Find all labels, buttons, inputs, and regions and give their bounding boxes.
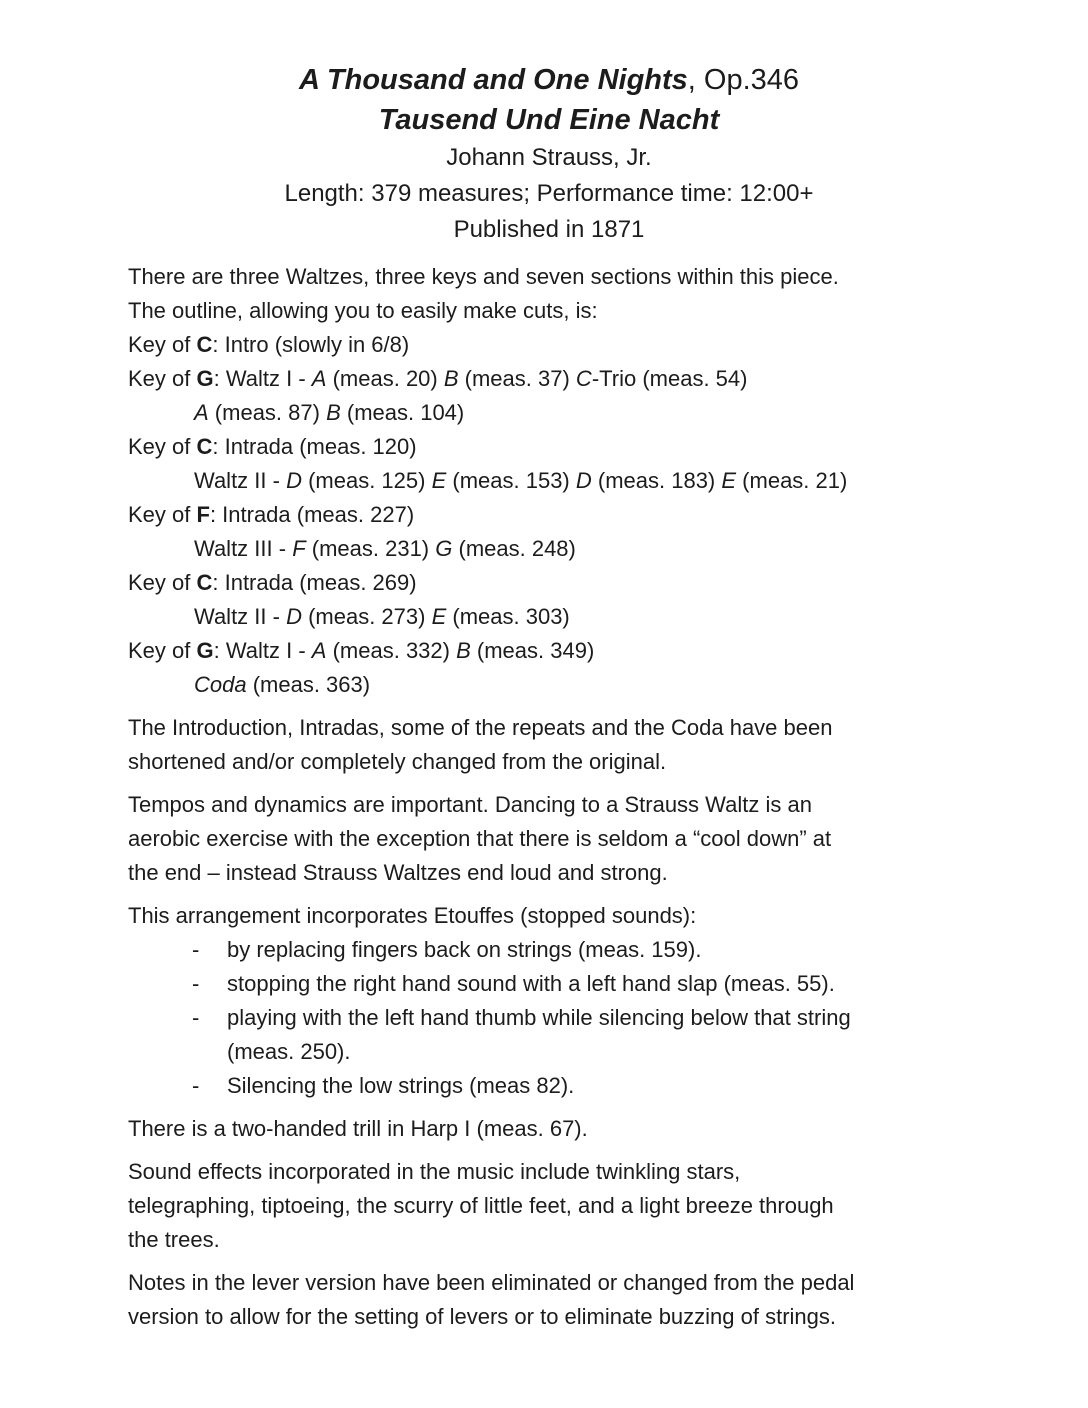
text-segment: : Waltz I -	[213, 366, 312, 391]
text-line: Silencing the low strings (meas 82).	[227, 1073, 575, 1098]
section-letter: D	[286, 604, 302, 629]
section-letter: A	[311, 638, 327, 663]
text-line: aerobic exercise with the exception that there is seldom a “cool down” at	[128, 826, 832, 851]
section-letter: A	[311, 366, 327, 391]
outline-line-key-g-waltz1-repeat	[128, 634, 970, 668]
outline-line-waltz3	[128, 532, 970, 566]
section-letter: E	[431, 604, 447, 629]
outline-line-key-f-intrada	[128, 498, 970, 532]
text-segment: Key of	[128, 502, 197, 527]
section-letter: B	[443, 366, 459, 391]
text-line: (meas. 250).	[227, 1039, 351, 1064]
text-line: telegraphing, tiptoeing, the scurry of little feet, and a light breeze through	[128, 1193, 834, 1218]
bullet-marker: -	[192, 937, 200, 962]
text-line: The Introduction, Intradas, some of the repeats and the Coda have been	[128, 715, 833, 740]
text-segment: Key of	[128, 366, 197, 391]
text-line: version to allow for the setting of levers or to eliminate buzzing of strings.	[128, 1304, 837, 1329]
document-header	[128, 60, 970, 248]
text-line: playing with the left hand thumb while silencing below that string	[227, 1005, 851, 1030]
text-segment: (meas. 273)	[301, 604, 432, 629]
list-item	[128, 967, 970, 1001]
list-item	[128, 933, 970, 967]
text-segment: Waltz II -	[194, 604, 287, 629]
text-segment: : Intro (slowly in 6/8)	[212, 332, 410, 357]
outline-line-coda	[128, 668, 970, 702]
key-letter: G	[196, 366, 214, 391]
section-letter: G	[435, 536, 453, 561]
bullet-marker: -	[192, 1005, 200, 1030]
length-performance-line: Length: 379 measures; Performance time: 12:00+	[284, 180, 814, 207]
outline-line-key-c-intro	[128, 328, 970, 362]
text-segment: (meas. 21)	[736, 468, 848, 493]
section-letter: D	[286, 468, 302, 493]
list-item	[128, 1001, 970, 1069]
text-segment: Waltz III -	[194, 536, 293, 561]
key-letter: G	[196, 638, 214, 663]
text-segment: (meas. 104)	[340, 400, 465, 425]
text-segment: : Intrada (meas. 269)	[212, 570, 417, 595]
page-title	[128, 60, 970, 100]
text-segment: (meas. 349)	[470, 638, 595, 663]
text-segment: (meas. 20)	[326, 366, 444, 391]
text-segment: : Intrada (meas. 120)	[212, 434, 417, 459]
text-segment: (meas. 183)	[591, 468, 722, 493]
text-segment: Waltz II -	[194, 468, 287, 493]
text-segment: Key of	[128, 570, 197, 595]
section-letter: C	[575, 366, 592, 391]
section-letter: B	[456, 638, 471, 663]
bullet-text	[227, 1069, 970, 1103]
key-letter: F	[196, 502, 210, 527]
intro-paragraph	[128, 260, 970, 328]
document-body	[128, 260, 970, 1334]
text-segment: : Waltz I -	[213, 638, 312, 663]
bullet-text	[227, 933, 970, 967]
key-letter: C	[196, 332, 213, 357]
title-opus-suffix: , Op.346	[687, 64, 800, 96]
etouffes-section	[128, 899, 970, 1103]
text-line: Sound effects incorporated in the music include twinkling stars,	[128, 1159, 741, 1184]
text-segment: Key of	[128, 638, 197, 663]
outline-line-waltz2-repeat	[128, 600, 970, 634]
lever-notes-paragraph	[128, 1266, 970, 1334]
etouffes-intro-line: This arrangement incorporates Etouffes (stopped sounds):	[128, 903, 697, 928]
text-segment: -Trio (meas. 54)	[591, 366, 748, 391]
outline-line-waltz1-repeat	[128, 396, 970, 430]
text-line: The outline, allowing you to easily make cuts, is:	[128, 298, 598, 323]
text-segment: (meas. 332)	[326, 638, 457, 663]
bullet-marker: -	[192, 1073, 200, 1098]
outline-section	[128, 328, 970, 702]
tempos-paragraph	[128, 788, 970, 890]
text-segment: (meas. 363)	[246, 672, 371, 697]
text-segment: (meas. 248)	[452, 536, 576, 561]
key-letter: C	[196, 434, 213, 459]
outline-line-key-c-intrada1	[128, 430, 970, 464]
section-letter: B	[326, 400, 341, 425]
bullet-marker: -	[192, 971, 200, 996]
section-letter: F	[292, 536, 306, 561]
outline-line-key-g-waltz1	[128, 362, 970, 396]
bullet-text	[227, 1001, 970, 1069]
text-line: the trees.	[128, 1227, 220, 1252]
sound-effects-paragraph	[128, 1155, 970, 1257]
text-line: Tempos and dynamics are important. Dancing to a Strauss Waltz is an	[128, 792, 812, 817]
section-letter: E	[721, 468, 737, 493]
text-segment: (meas. 231)	[305, 536, 436, 561]
key-letter: C	[196, 570, 213, 595]
text-line: There are three Waltzes, three keys and seven sections within this piece.	[128, 264, 839, 289]
text-line: Notes in the lever version have been eliminated or changed from the pedal	[128, 1270, 855, 1295]
text-segment: (meas. 37)	[458, 366, 576, 391]
published-line: Published in 1871	[453, 216, 645, 243]
text-line: stopping the right hand sound with a left hand slap (meas. 55).	[227, 971, 835, 996]
bullet-text	[227, 967, 970, 1001]
text-segment: (meas. 153)	[446, 468, 576, 493]
title-main: A Thousand and One Nights	[298, 64, 688, 96]
text-segment: Key of	[128, 434, 197, 459]
changed-paragraph	[128, 711, 970, 779]
outline-line-key-c-intrada2	[128, 566, 970, 600]
text-line: by replacing fingers back on strings (meas. 159).	[227, 937, 702, 962]
text-segment: Key of	[128, 332, 197, 357]
text-segment: (meas. 303)	[446, 604, 570, 629]
trill-paragraph	[128, 1112, 970, 1146]
text-segment: (meas. 125)	[301, 468, 432, 493]
text-segment: : Intrada (meas. 227)	[209, 502, 415, 527]
text-line: There is a two-handed trill in Harp I (meas. 67).	[128, 1116, 588, 1141]
section-letter: Coda	[194, 672, 247, 697]
section-letter: D	[575, 468, 592, 493]
section-letter: A	[194, 400, 209, 425]
outline-line-waltz2	[128, 464, 970, 498]
page-subtitle: Tausend Und Eine Nacht	[378, 104, 720, 136]
text-line: the end – instead Strauss Waltzes end loud and strong.	[128, 860, 668, 885]
text-segment: (meas. 87)	[208, 400, 327, 425]
text-line: shortened and/or completely changed from the original.	[128, 749, 667, 774]
composer-line: Johann Strauss, Jr.	[446, 144, 652, 171]
list-item	[128, 1069, 970, 1103]
section-letter: E	[431, 468, 447, 493]
